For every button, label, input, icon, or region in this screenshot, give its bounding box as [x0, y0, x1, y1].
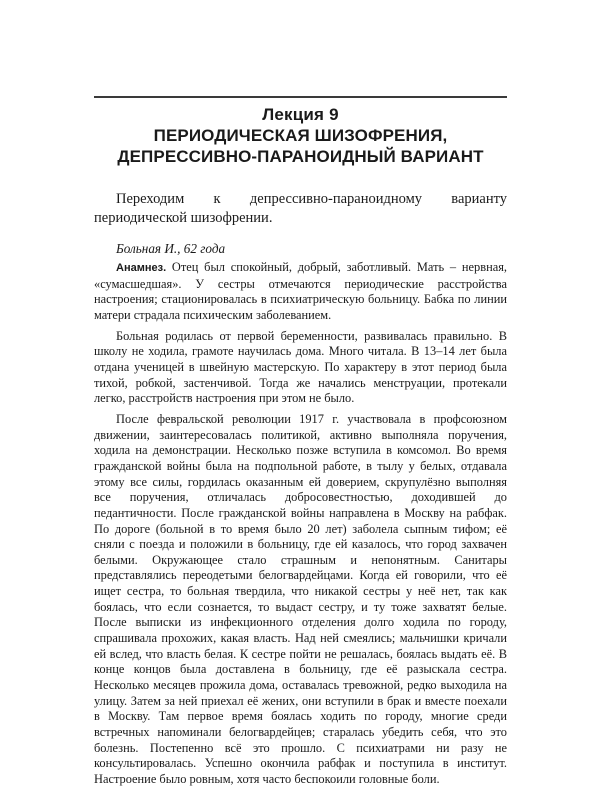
lecture-title-line-1: ПЕРИОДИЧЕСКАЯ ШИЗОФРЕНИЯ,	[153, 126, 448, 145]
case-paragraph: После февральской революции 1917 г. участвовала в профсоюзном движении, заинтересовалась политикой, активно выполняла поручения, ходила на демонстрации. Несколько позже вступила в комсомол. Во время гражданской войны была на подпольной работе, в тылу у белых, отдавала этому все силы, гордилась оказанным ей доверием, скрупулёзно выполняя все поручения, отличалась добросовестностью, доходившей до педантичности. После гражданской войны направлена в Москву на рабфак. По дороге (больной в то время было 20 лет) заболела сыпным тифом; её сняли с поезда и положили в больницу, где ей казалось, что город захвачен белыми. Окружающее стало страшным и непонятным. Санитары представлялись переодетыми белогвардейцами. Когда ей говорили, что её ищет сестра, то больная твердила, что никакой сестры у неё нет, так как боялась, что если сознается, то выдаст сестру, и ту тоже захватят белые. После выписки из инфекционного отделения долго ходила по городу, спрашивала прохожих, какая власть. Над ней смеялись; мальчишки кричали ей вслед, что власть белая. К сестре пойти не решалась, боялась выдать её. В конце концов была доставлена в больницу, где её разыскала сестра. Несколько месяцев прожила дома, оставалась тревожной, редко выходила на улицу. Затем за ней приехал её жених, они вступили в брак и вместе поехали в Москву. Там первое время боялась ходить по городу, многие среди встречных напоминали белогвардейцев; старалась убедить себя, что это болезнь. Постепенно всё это прошло. С психиатрами ни разу не консультировалась. Успешно окончила рабфак и поступила в институт. Настроение было ровным, хотя часто беспокоили головные боли.	[94, 411, 507, 786]
lecture-heading	[94, 104, 507, 167]
intro-paragraph: Переходим к депрессивно-параноидному варианту периодической шизофрении.	[94, 191, 507, 226]
anamnesis-label: Анамнез.	[116, 262, 167, 274]
anamnesis-text: Отец был спокойный, добрый, заботливый. Мать – нервная, «сумасшедшая». У сестры отмечаются периодические расстройства настроения; стационировалась в психиатрическую больницу. Бабка по линии матери страдала психическим заболеванием.	[94, 260, 507, 322]
lecture-number: Лекция 9	[262, 105, 339, 124]
case-paragraph: Больная родилась от первой беременности, развивалась правильно. В школу не ходила, грамоте научилась дома. Много читала. В 13–14 лет была отдана ученицей в швейную мастерскую. По характеру в этот период была тихой, робкой, застенчивой. Тогда же начались менструации, протекали легко, расстройств настроения при этом не было.	[94, 328, 507, 406]
anamnesis-paragraph	[94, 260, 507, 324]
intro-section	[94, 190, 507, 228]
lecture-title-line-2: ДЕПРЕССИВНО-ПАРАНОИДНЫЙ ВАРИАНТ	[117, 147, 484, 166]
case-section	[94, 240, 507, 788]
header-rule	[94, 96, 507, 98]
case-heading: Больная И., 62 года	[116, 241, 226, 256]
